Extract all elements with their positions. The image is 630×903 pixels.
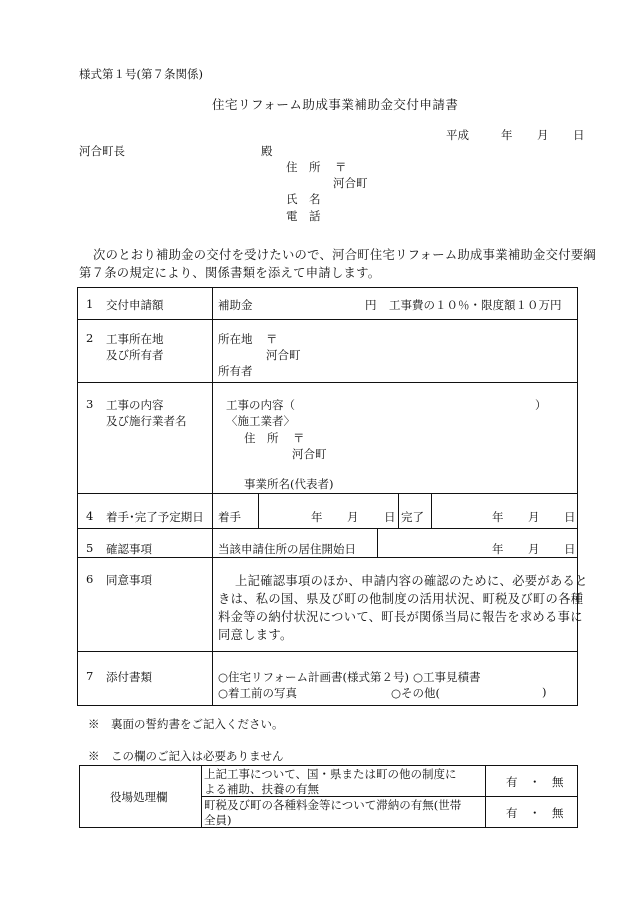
row3-town: 河合町	[292, 447, 327, 461]
row5-year: 年	[492, 542, 504, 556]
row2-label-2: 及び所有者	[106, 348, 164, 362]
applicant-postal-mark: 〒	[335, 160, 347, 174]
row2-location-label: 所在地	[218, 332, 253, 346]
row4-finish-day: 日	[564, 510, 576, 524]
row3-label-1: 工事の内容	[106, 398, 164, 412]
row-divider	[77, 319, 578, 320]
date-month: 月	[537, 128, 549, 142]
row4-start-month: 月	[347, 510, 359, 524]
row5-label: 確認事項	[106, 542, 152, 556]
date-era: 平成	[446, 128, 469, 142]
row6-consent-text-3: 料金等の納付状況について、町長が関係当局に報告を求める事に	[218, 610, 583, 624]
row-divider	[77, 528, 578, 529]
row6-number: 6	[86, 572, 94, 586]
row6-consent-text-2: きは、私の国、県及び町の他制度の活用状況、町税及び町の各種	[218, 592, 584, 606]
row4-finish-month: 月	[528, 510, 540, 524]
office-label: 役場処理欄	[110, 790, 168, 804]
row1-limit-note: 工事費の１０％・限度額１０万円	[389, 298, 562, 312]
row1-subsidy-label: 補助金	[218, 298, 253, 312]
row3-office-name-label: 事業所名(代表者)	[244, 477, 334, 491]
office-q1-line-2: よる補助、扶養の有無	[204, 782, 319, 796]
office-q2-line-1: 町税及び町の各種料金等について滞納の有無(世帯	[204, 798, 462, 812]
row2-label-1: 工事所在地	[106, 332, 164, 346]
row-divider	[77, 382, 578, 383]
row2-postal-mark: 〒	[266, 332, 278, 346]
intro-line-1: 次のとおり補助金の交付を受けたいので、河合町住宅リフォーム助成事業補助金交付要綱	[93, 248, 597, 262]
cell-divider	[398, 493, 399, 528]
row3-label-2: 及び施行業者名	[106, 414, 187, 428]
office-q1-line-1: 上記工事について、国・県または町の他の制度に	[204, 767, 457, 781]
row2-number: 2	[86, 331, 94, 345]
note-office-use: ※ この欄のご記入は必要ありません	[88, 749, 284, 763]
row4-label: 着手･完了予定期日	[106, 510, 204, 524]
row5-day: 日	[564, 542, 576, 556]
applicant-phone-label: 電 話	[286, 209, 321, 223]
row-divider	[77, 651, 578, 652]
row3-number: 3	[86, 397, 94, 411]
note-pledge: ※ 裏面の誓約書をご記入ください。	[88, 717, 284, 731]
office-a2: 有 ・ 無	[506, 806, 564, 820]
row3-postal-mark: 〒	[293, 431, 305, 445]
document-title: 住宅リフォーム助成事業補助金交付申請書	[212, 97, 459, 112]
row3-close-paren: ）	[535, 398, 547, 412]
row3-work-content-label: 工事の内容（	[226, 398, 295, 412]
column-divider	[212, 287, 213, 706]
row1-label: 交付申請額	[106, 298, 164, 312]
row4-finish-label: 完了	[401, 510, 424, 524]
row7-number: 7	[86, 669, 94, 683]
honorific: 殿	[261, 144, 273, 158]
applicant-town: 河合町	[333, 176, 368, 190]
cell-divider	[258, 493, 259, 528]
cell-divider	[377, 528, 378, 557]
row4-finish-year: 年	[492, 510, 504, 524]
row4-start-label: 着手	[218, 510, 241, 524]
row1-number: 1	[86, 297, 94, 311]
row7-doc-other-close: )	[542, 685, 547, 699]
applicant-address-label: 住 所	[286, 160, 321, 174]
row6-consent-text-4: 同意します。	[218, 628, 293, 642]
date-year: 年	[501, 128, 513, 142]
applicant-name-label: 氏 名	[286, 192, 321, 206]
row4-number: 4	[86, 509, 94, 523]
row5-number: 5	[86, 541, 94, 555]
date-day: 日	[573, 128, 585, 142]
intro-line-2: 第７条の規定により、関係書類を添えて申請します。	[79, 266, 381, 280]
cell-divider	[431, 493, 432, 528]
row2-town: 河合町	[266, 348, 301, 362]
row3-contractor-label: 〈施工業者〉	[226, 414, 295, 428]
row6-label: 同意事項	[106, 573, 152, 587]
form-number: 様式第１号(第７条関係)	[79, 67, 203, 81]
addressee: 河合町長	[79, 144, 125, 158]
row4-start-year: 年	[311, 510, 323, 524]
row3-address-label: 住 所	[244, 431, 279, 445]
office-q2-line-2: 全員)	[204, 813, 232, 827]
office-a1: 有 ・ 無	[506, 775, 564, 789]
row6-consent-text-1: 上記確認事項のほか、申請内容の確認のために、必要があると	[235, 574, 588, 588]
row1-yen: 円	[365, 298, 377, 312]
row7-doc-renovation-plan: ○住宅リフォーム計画書(様式第２号)	[218, 670, 409, 684]
row7-doc-estimate: ○工事見積書	[413, 670, 481, 684]
row-divider	[77, 557, 578, 558]
row-divider	[77, 493, 578, 494]
row2-owner-label: 所有者	[218, 364, 253, 378]
row5-month: 月	[528, 542, 540, 556]
row7-doc-other: ○その他(	[391, 686, 441, 700]
row5-residence-start-label: 当該申請住所の居住開始日	[218, 542, 356, 556]
row7-doc-photos: ○着工前の写真	[218, 686, 298, 700]
row4-start-day: 日	[384, 510, 396, 524]
row7-label: 添付書類	[106, 670, 152, 684]
